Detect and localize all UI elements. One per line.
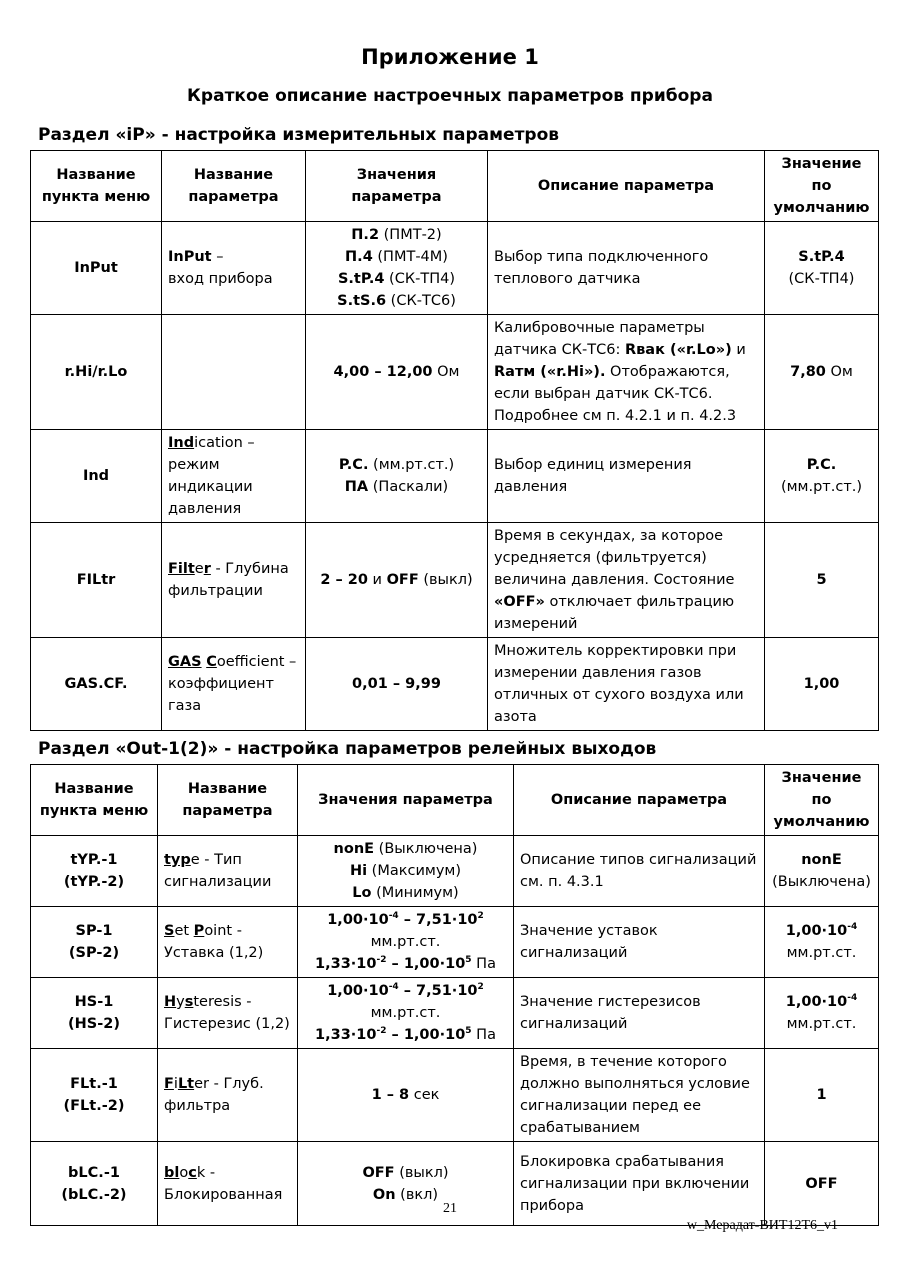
- parameter-description: Множитель корректировки при измерении давления газов отличных от сухого воздуха или азота: [488, 638, 765, 731]
- parameter-name: Set Point - Уставка (1,2): [158, 907, 298, 978]
- column-header: Описание параметра: [488, 151, 765, 222]
- default-value: $1,00\cdot 10^{-4}$ мм.рт.ст.: [765, 907, 879, 978]
- table-header-row: [31, 151, 879, 222]
- ip-parameters-table: [30, 150, 879, 731]
- column-header: Значение по умолчанию: [765, 765, 879, 836]
- default-value: S.tP.4 (СК-ТП4): [765, 222, 879, 315]
- table-row: [31, 430, 879, 523]
- document-code: w_Мерадат-ВИТ12Т6_v1: [686, 1218, 838, 1233]
- column-header: Значения параметра: [306, 151, 488, 222]
- menu-item-name: SP-1 (SP-2): [31, 907, 158, 978]
- table-row: [31, 523, 879, 638]
- menu-item-name: Ind: [31, 430, 162, 523]
- menu-item-name: InPut: [31, 222, 162, 315]
- menu-item-name: r.Hi/r.Lo: [31, 315, 162, 430]
- table-row: [31, 978, 879, 1049]
- column-header: Название пункта меню: [31, 765, 158, 836]
- parameter-name: block - Блокированная: [158, 1142, 298, 1226]
- table-header-row: [31, 765, 879, 836]
- default-value: 7,80 Ом: [765, 315, 879, 430]
- menu-item-name: tYP.-1 (tYP.-2): [31, 836, 158, 907]
- menu-item-name: bLC.-1 (bLC.-2): [31, 1142, 158, 1226]
- parameter-description: Выбор единиц измерения давления: [488, 430, 765, 523]
- column-header: Название пункта меню: [31, 151, 162, 222]
- parameter-name: [162, 315, 306, 430]
- table-row: [31, 836, 879, 907]
- parameter-name: Indication – режим индикации давления: [162, 430, 306, 523]
- parameter-description: Блокировка срабатывания сигнализации при включении прибора: [514, 1142, 765, 1226]
- page-number: 21: [443, 1201, 457, 1216]
- parameter-name: Filter - Глубина фильтрации: [162, 523, 306, 638]
- parameter-values: 0,01 – 9,99: [306, 638, 488, 731]
- parameter-description: Время в секундах, за которое усредняется (фильтруется) величина давления. Состояние «OFF» отключает фильтрацию измерений: [488, 523, 765, 638]
- page-subtitle: Краткое описание настроечных параметров прибора: [187, 86, 713, 106]
- default-value: 1,00: [765, 638, 879, 731]
- column-header: Название параметра: [158, 765, 298, 836]
- parameter-values: $1,00\cdot 10^{-4} - 7,51\cdot 10^2$ мм.рт.ст. $1,33\cdot 10^{-2} - 1,00\cdot 10^5$ Па: [298, 978, 514, 1049]
- menu-item-name: GAS.CF.: [31, 638, 162, 731]
- parameter-description: Описание типов сигнализаций см. п. 4.3.1: [514, 836, 765, 907]
- table-row: [31, 1049, 879, 1142]
- page-title: Приложение 1: [361, 45, 539, 69]
- parameter-values: 2 – 20 и OFF (выкл): [306, 523, 488, 638]
- parameter-values: 1 – 8 сек: [298, 1049, 514, 1142]
- parameter-values: П.2 (ПМТ-2) П.4 (ПМТ-4М) S.tP.4 (СК-ТП4) S.tS.6 (СК-ТС6): [306, 222, 488, 315]
- parameter-values: $1,00\cdot 10^{-4} - 7,51\cdot 10^2$ мм.рт.ст. $1,33\cdot 10^{-2} - 1,00\cdot 10^5$ Па: [298, 907, 514, 978]
- default-value: 5: [765, 523, 879, 638]
- parameter-description: Значение гистерезисов сигнализаций: [514, 978, 765, 1049]
- parameter-name: type - Тип сигнализации: [158, 836, 298, 907]
- column-header: Значения параметра: [298, 765, 514, 836]
- column-header: Описание параметра: [514, 765, 765, 836]
- table-row: [31, 907, 879, 978]
- parameter-values: 4,00 – 12,00 Ом: [306, 315, 488, 430]
- default-value: $1,00\cdot 10^{-4}$ мм.рт.ст.: [765, 978, 879, 1049]
- table-row: [31, 638, 879, 731]
- parameter-name: InPut – вход прибора: [162, 222, 306, 315]
- section-title-out: Раздел «Out-1(2)» - настройка параметров релейных выходов: [38, 739, 657, 759]
- default-value: P.C. (мм.рт.ст.): [765, 430, 879, 523]
- parameter-description: Выбор типа подключенного теплового датчика: [488, 222, 765, 315]
- default-value: nonE (Выключена): [765, 836, 879, 907]
- menu-item-name: FILtr: [31, 523, 162, 638]
- parameter-name: Hysteresis - Гистерезис (1,2): [158, 978, 298, 1049]
- parameter-values: OFF (выкл) On (вкл): [298, 1142, 514, 1226]
- parameter-values: P.C. (мм.рт.ст.) ПА (Паскали): [306, 430, 488, 523]
- menu-item-name: FLt.-1 (FLt.-2): [31, 1049, 158, 1142]
- parameter-name: GAS Coefficient – коэффициент газа: [162, 638, 306, 731]
- parameter-name: FiLter - Глуб. фильтра: [158, 1049, 298, 1142]
- parameter-description: Значение уставок сигнализаций: [514, 907, 765, 978]
- parameter-description: Время, в течение которого должно выполняться условие сигнализации перед ее срабатыванием: [514, 1049, 765, 1142]
- default-value: OFF: [765, 1142, 879, 1226]
- table-row: [31, 315, 879, 430]
- menu-item-name: HS-1 (HS-2): [31, 978, 158, 1049]
- column-header: Название параметра: [162, 151, 306, 222]
- out-parameters-table: [30, 764, 879, 1226]
- parameter-description: Калибровочные параметры датчика СК-ТС6: Rвак («r.Lo») и Rатм («r.Hi»). Отображаются, если выбран датчик СК-ТС6. Подробнее см п. 4.2.1 и п. 4.2.3: [488, 315, 765, 430]
- table-row: [31, 222, 879, 315]
- parameter-values: nonE (Выключена) Hi (Максимум) Lo (Минимум): [298, 836, 514, 907]
- section-title-ip: Раздел «iP» - настройка измерительных параметров: [38, 125, 560, 145]
- column-header: Значение по умолчанию: [765, 151, 879, 222]
- default-value: 1: [765, 1049, 879, 1142]
